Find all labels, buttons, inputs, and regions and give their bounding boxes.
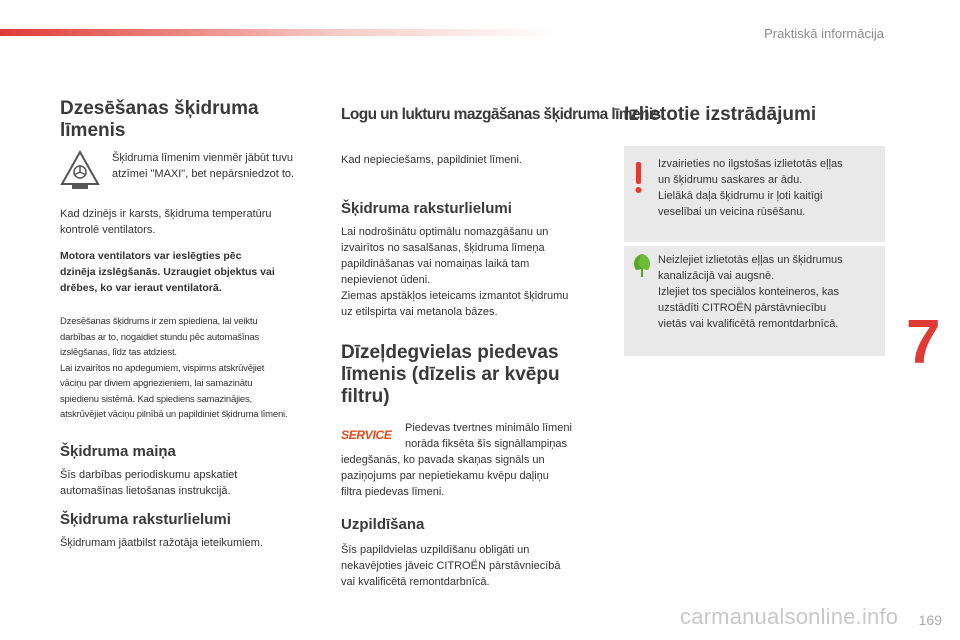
coolant-title: Dzesēšanas šķidruma līmenis xyxy=(60,98,259,141)
section-title: Praktiskā informācija xyxy=(764,26,884,41)
page-number: 169 xyxy=(918,612,942,628)
washer-spec-heading: Šķidruma raksturlielumi xyxy=(341,200,512,217)
fluid-spec-text: Šķidrumam jāatbilst ražotāja ieteikumiem. xyxy=(60,536,263,549)
fluid-change-heading: Šķidruma maiņa xyxy=(60,442,176,460)
coolant-icon-row xyxy=(60,150,320,190)
environment-box xyxy=(624,246,885,356)
service-text-bottom: iedegšanās, ko pavada skaņas signāls un paziņojums par nepietiekamu kvēpu daļiņu filtra piedevas līmeni. xyxy=(341,454,549,498)
fan-control-text: Kad dzinējs ir karsts, šķidruma temperatūru kontrolē ventilators. xyxy=(60,208,272,236)
washer-intro: Kad nepieciešams, papildiniet līmeni. xyxy=(341,154,522,166)
fan-warning-bold: Motora ventilators var ieslēgties pēc dzinēja izslēgšanās. Uzraugiet objektus vai drēbes, ko var ieraut ventilatorā. xyxy=(60,250,275,294)
used-products-section xyxy=(624,98,886,126)
coolant-fan-warning-icon xyxy=(60,150,100,190)
header-accent-bar xyxy=(0,29,560,36)
washer-section xyxy=(341,98,661,590)
coolant-section xyxy=(60,98,320,551)
environment-box-text: Neizlejiet izlietotās eļļas un šķidrumus kanalizācijā vai augsnē. Izlejiet tos speciālos konteineros, kas uzstādīti CITROËN pārstāvniecību vietās vai kvalificētā remontdarbnīcā. xyxy=(658,254,843,330)
watermark: carmanualsonline.info xyxy=(680,604,899,629)
service-row xyxy=(341,420,603,452)
service-warning-icon: SERVICE xyxy=(341,428,392,442)
fluid-change-text: Šīs darbības periodiskumu apskatiet automašīnas lietošanas instrukcijā. xyxy=(60,468,238,497)
warning-box xyxy=(624,146,885,242)
washer-spec-text: Lai nodrošinātu optimālu nomazgāšanu un izvairītos no sasalšanas, šķidruma līmeņa papildināšanas vai nomaiņas laikā tam nepievienot ūdeni. Ziemas apstākļos ieteicams izmantot šķidrumu uz etilspirta vai metanola bāzes. xyxy=(341,226,569,318)
exclamation-icon xyxy=(632,160,646,194)
leaf-icon xyxy=(630,252,654,278)
used-products-title: Izlietotie izstrādājumi xyxy=(624,104,817,125)
service-text-top: Piedevas tvertnes minimālo līmeni norāda fiksēta šīs signāllampiņas xyxy=(405,422,572,450)
fluid-spec-heading: Šķidruma raksturlielumi xyxy=(60,510,231,528)
pressure-warning-note: Dzesēšanas šķidrums ir zem spiediena, lai veiktu darbības ar to, nogaidiet stundu pēc automašīnas izslēgšanas, līdz tas atdziest. Lai izvairītos no apdegumiem, vispirms atskrūvējiet vāciņu par diviem apgriezieniem, lai samazinātu spiedienu sistēmā. Kad spiediens samazinājies, atskrūvējiet vāciņu pilnībā un papildiniet šķidruma līmeni. xyxy=(60,316,288,420)
diesel-additive-title: Dīzeļdegvielas piedevas līmenis (dīzelis ar kvēpu filtru) xyxy=(341,342,560,407)
refill-heading: Uzpildīšana xyxy=(341,516,425,533)
warning-box-text: Izvairieties no ilgstošas izlietotās eļļas un šķidrumu saskares ar ādu. Lielākā daļa šķidrumu ir ļoti kaitīgi veselībai un veicina rūsēšanu. xyxy=(658,158,843,218)
chapter-number: 7 xyxy=(906,308,941,377)
refill-text: Šīs papildvielas uzpildīšanu obligāti un nekavējoties jāveic CITROËN pārstāvniecībā vai kvalificētā remontdarbnīcā. xyxy=(341,544,561,588)
coolant-level-text: Šķidruma līmenim vienmēr jābūt tuvu atzīmei "MAXI", bet nepārsniedzot to. xyxy=(112,152,295,180)
washer-title: Logu un lukturu mazgāšanas šķidruma līmenis xyxy=(341,106,661,123)
